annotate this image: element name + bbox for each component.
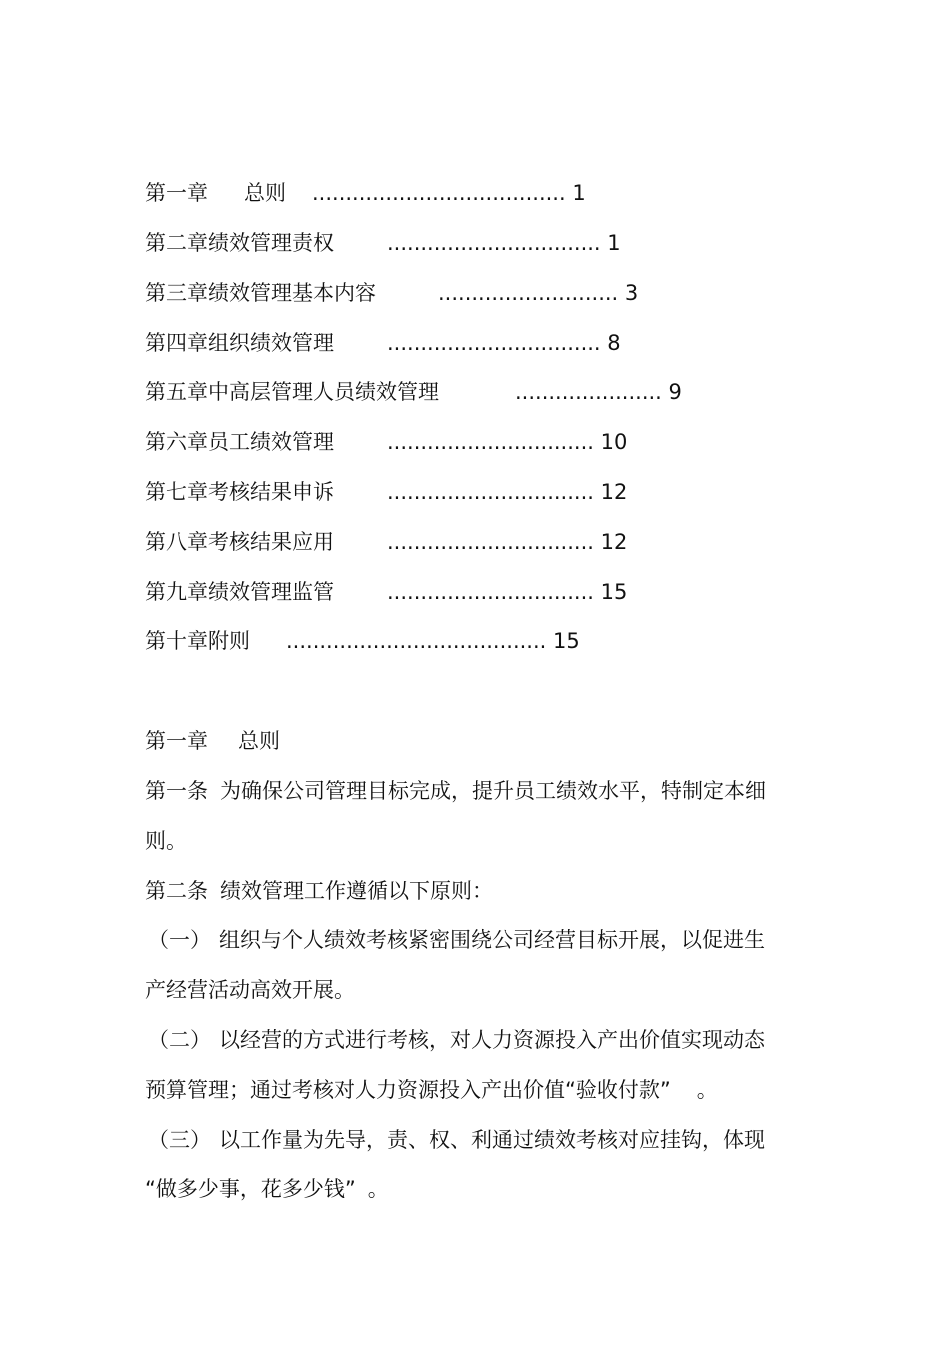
list-item-text: “做多少事，花多少钱” — [145, 1177, 356, 1201]
toc-page-number: 8 — [607, 331, 621, 355]
toc-dot-leader: ........................... — [438, 281, 619, 305]
toc-entry-title: 第三章绩效管理基本内容 — [145, 281, 376, 305]
chapter-label: 第一章 — [145, 729, 208, 753]
toc-entry-title: 第二章绩效管理责权 — [145, 231, 334, 255]
toc-entry-title: 第八章考核结果应用 — [145, 530, 334, 554]
toc-dot-leader: ...................... — [515, 380, 662, 404]
toc-entry[interactable] — [145, 428, 628, 456]
toc-page-number: 1 — [572, 181, 586, 205]
list-item — [148, 1026, 765, 1054]
toc-entry-leader — [387, 428, 627, 456]
toc-entry-title: 第四章组织绩效管理 — [145, 331, 334, 355]
sentence-end: 。 — [696, 1078, 718, 1102]
list-item-text: 以经营的方式进行考核，对人力资源投入产出价值实现动态 — [219, 1028, 765, 1052]
toc-entry[interactable] — [145, 627, 580, 655]
toc-page-number: 3 — [624, 281, 639, 305]
list-item — [148, 926, 765, 954]
toc-entry-leader — [312, 179, 586, 207]
toc-page-number: 12 — [600, 530, 628, 554]
toc-entry[interactable] — [145, 229, 621, 257]
toc-entry-title-suffix: 总则 — [244, 181, 286, 205]
list-item-marker: （二） — [148, 1028, 211, 1052]
toc-entry-title: 第一章 — [145, 181, 208, 205]
toc-entry-title: 第十章附则 — [145, 629, 250, 653]
toc-entry[interactable] — [145, 378, 682, 406]
toc-entry-leader — [387, 478, 627, 506]
toc-dot-leader: ...................................... — [312, 181, 566, 205]
toc-entry-leader — [387, 528, 627, 556]
list-item-continuation — [145, 1175, 389, 1203]
list-item-text: 产经营活动高效开展。 — [145, 978, 355, 1002]
chapter-heading — [145, 727, 280, 755]
toc-dot-leader: ............................... — [387, 480, 594, 504]
toc-dot-leader: ....................................... — [286, 629, 547, 653]
toc-dot-leader: ............................... — [387, 580, 594, 604]
toc-entry[interactable] — [145, 329, 621, 357]
toc-entry[interactable] — [145, 528, 628, 556]
article-text: 为确保公司管理目标完成，提升员工绩效水平，特制定本细 — [220, 779, 766, 803]
toc-entry-leader — [387, 578, 627, 606]
article-text: 绩效管理工作遵循以下原则： — [220, 879, 493, 903]
toc-entry[interactable] — [145, 279, 639, 307]
article-paragraph-continuation — [145, 827, 187, 855]
toc-entry[interactable] — [145, 179, 586, 207]
toc-entry-title: 第七章考核结果申诉 — [145, 480, 334, 504]
toc-entry-title: 第五章中高层管理人员绩效管理 — [145, 380, 439, 404]
list-item-text: 以工作量为先导，责、权、利通过绩效考核对应挂钩，体现 — [219, 1128, 765, 1152]
list-item — [148, 1126, 765, 1154]
article-text: 则。 — [145, 829, 187, 853]
toc-entry[interactable] — [145, 478, 628, 506]
toc-page-number: 9 — [668, 380, 682, 404]
chapter-title: 总则 — [238, 729, 280, 753]
toc-entry-title: 第六章员工绩效管理 — [145, 430, 334, 454]
toc-entry-leader — [387, 229, 621, 257]
sentence-end: 。 — [367, 1177, 389, 1201]
toc-page-number: 15 — [600, 580, 628, 604]
toc-dot-leader: ................................ — [387, 331, 601, 355]
toc-page-number: 15 — [553, 629, 580, 653]
list-item-continuation — [145, 1076, 718, 1104]
article-label: 第二条 — [145, 879, 208, 903]
toc-page-number: 10 — [600, 430, 628, 454]
toc-entry-leader — [515, 378, 682, 406]
toc-page-number: 12 — [600, 480, 628, 504]
list-item-text: 组织与个人绩效考核紧密围绕公司经营目标开展，以促进生 — [219, 928, 765, 952]
toc-dot-leader: ................................ — [387, 231, 601, 255]
toc-entry-leader — [438, 279, 638, 307]
list-item-text: 预算管理；通过考核对人力资源投入产出价值“验收付款” — [145, 1078, 671, 1102]
toc-entry-leader — [286, 627, 580, 655]
toc-entry-title: 第九章绩效管理监管 — [145, 580, 334, 604]
toc-entry-leader — [387, 329, 621, 357]
list-item-continuation — [145, 976, 355, 1004]
toc-dot-leader: ............................... — [387, 430, 594, 454]
toc-entry[interactable] — [145, 578, 628, 606]
toc-page-number: 1 — [607, 231, 621, 255]
list-item-marker: （一） — [148, 928, 211, 952]
toc-dot-leader: ............................... — [387, 530, 594, 554]
article-paragraph — [145, 777, 766, 805]
list-item-marker: （三） — [148, 1128, 211, 1152]
article-paragraph — [145, 877, 493, 905]
article-label: 第一条 — [145, 779, 208, 803]
